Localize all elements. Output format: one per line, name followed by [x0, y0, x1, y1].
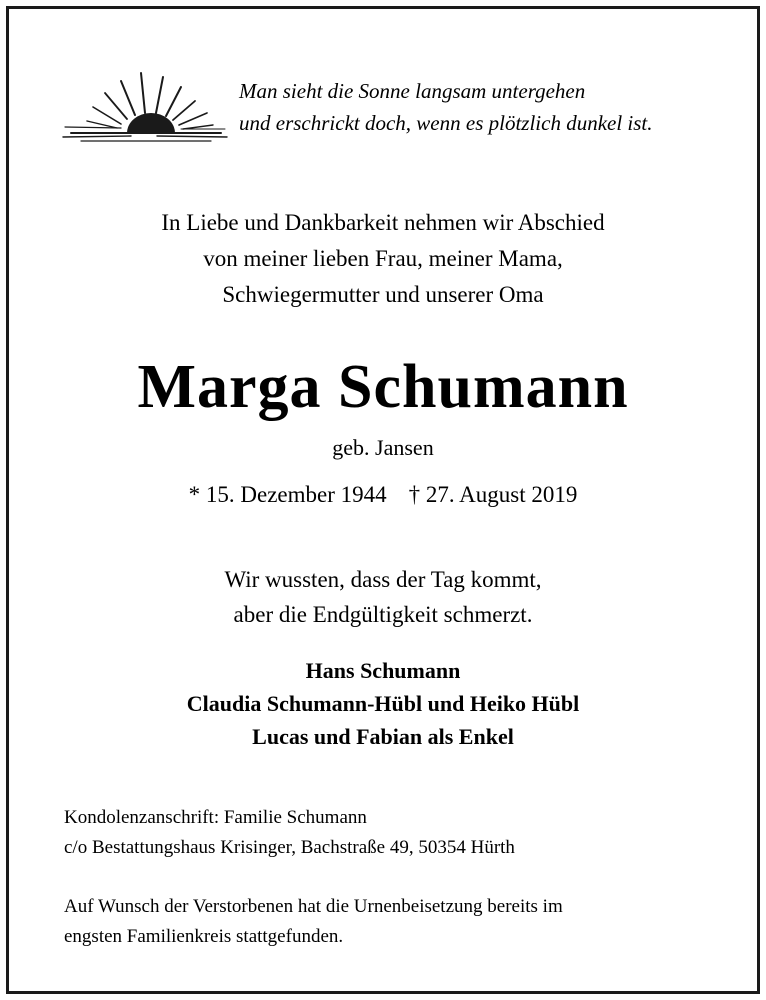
condolence-address	[64, 803, 744, 863]
burial-note	[64, 892, 744, 952]
birth-date: * 15. Dezember 1944	[188, 482, 387, 507]
intro-line: In Liebe und Dankbarkeit nehmen wir Abschied	[161, 210, 605, 235]
intro-line: Schwiegermutter und unserer Oma	[222, 282, 544, 307]
saying-line: Wir wussten, dass der Tag kommt,	[224, 567, 542, 592]
address-line: c/o Bestattungshaus Krisinger, Bachstraße 49, 50354 Hürth	[64, 837, 515, 858]
deceased-name: Marga Schumann	[137, 353, 629, 421]
death-date: † 27. August 2019	[408, 482, 578, 507]
mourners-list	[9, 654, 757, 753]
mourner-line: Hans Schumann	[305, 658, 461, 683]
life-dates	[9, 479, 757, 511]
mourner-line: Lucas und Fabian als Enkel	[252, 724, 514, 749]
opening-quote	[239, 75, 739, 139]
birth-name: geb. Jansen	[332, 435, 434, 460]
saying-line: aber die Endgültigkeit schmerzt.	[233, 602, 533, 627]
sunset-icon	[61, 71, 231, 145]
note-line: engsten Familienkreis stattgefunden.	[64, 926, 344, 947]
quote-line: Man sieht die Sonne langsam untergehen	[239, 79, 586, 103]
obituary-frame	[6, 6, 760, 994]
farewell-intro	[9, 205, 757, 313]
address-line: Kondolenzanschrift: Familie Schumann	[64, 807, 367, 828]
quote-line: und erschrickt doch, wenn es plötzlich dunkel ist.	[239, 111, 653, 135]
mourner-line: Claudia Schumann-Hübl und Heiko Hübl	[186, 691, 580, 716]
intro-line: von meiner lieben Frau, meiner Mama,	[203, 246, 563, 271]
note-line: Auf Wunsch der Verstorbenen hat die Urnenbeisetzung bereits im	[64, 896, 563, 917]
memorial-saying	[9, 562, 757, 632]
